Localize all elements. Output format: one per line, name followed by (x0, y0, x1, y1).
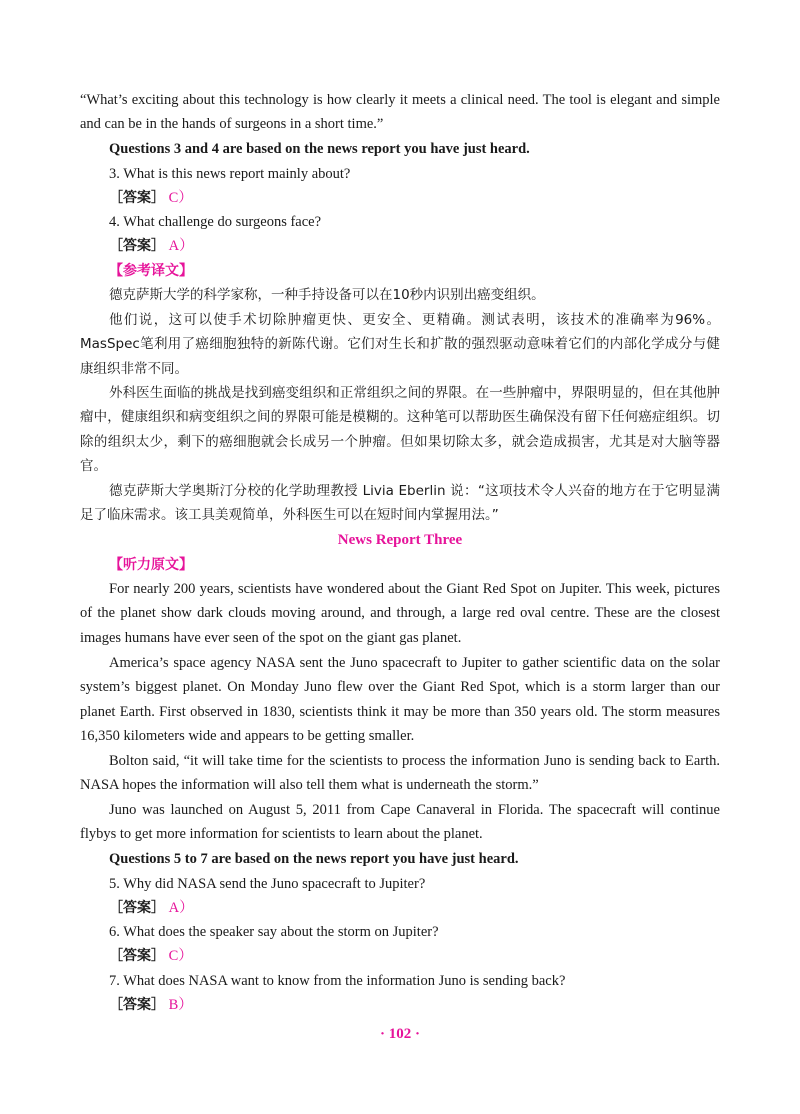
answer-label: ［答案］ (109, 190, 165, 206)
answer-label: ［答案］ (109, 900, 165, 916)
script-paragraph-1: For nearly 200 years, scientists have wondered about the Giant Red Spot on Jupiter. This week, pictures of the planet show dark clouds moving around, and through, a large red oval centre. These are the closest images humans have ever seen of the spot on the giant gas planet. (80, 581, 720, 646)
translation-paragraph-3: 外科医生面临的挑战是找到癌变组织和正常组织之间的界限。在一些肿瘤中，界限明显的，但在其他肿瘤中，健康组织和病变组织之间的界限可能是模糊的。这种笔可以帮助医生确保没有留下任何癌症组织。切除的组织太少，剩下的癌细胞就会长成另一个肿瘤。但如果切除太多，就会造成损害，尤其是对大脑等器官。 (80, 385, 720, 475)
question-7: 7. What does NASA want to know from the information Juno is sending back? (109, 973, 566, 989)
script-paragraph-4: Juno was launched on August 5, 2011 from Cape Canaveral in Florida. The spacecraft will continue flybys to get more information for scientists to learn about the planet. (80, 802, 720, 843)
questions-3-4-heading: Questions 3 and 4 are based on the news report you have just heard. (109, 141, 530, 157)
answer-4-row (109, 234, 194, 258)
question-4: 4. What challenge do surgeons face? (109, 214, 322, 230)
script-paragraph-2: America’s space agency NASA sent the Juno spacecraft to Jupiter to gather scientific data on the solar system’s biggest planet. On Monday Juno flew over the Giant Red Spot, which is a storm larger than our planet Earth. First observed in 1830, scientists think it may be more than 350 years old. The storm measures 16,350 kilometers wide and appears to be getting smaller. (80, 655, 720, 745)
question-3: 3. What is this news report mainly about? (109, 166, 351, 182)
page-number: · 102 · (379, 1026, 420, 1042)
quote-paragraph: “What’s exciting about this technology is how clearly it meets a clinical need. The tool is elegant and simple and can be in the hands of surgeons in a short time.” (80, 92, 720, 133)
answer-7-row (109, 993, 193, 1017)
questions-5-7-heading: Questions 5 to 7 are based on the news report you have just heard. (109, 851, 519, 867)
translation-paragraph-2: 他们说，这可以使手术切除肿瘤更快、更安全、更精确。测试表明，该技术的准确率为96%。MasSpec笔利用了癌细胞独特的新陈代谢。它们对生长和扩散的强烈驱动意味着它们的内部化学成分与健康组织非常不同。 (80, 312, 720, 377)
answer-7-value: B） (168, 997, 193, 1013)
answer-5-value: A） (168, 900, 194, 916)
question-6: 6. What does the speaker say about the storm on Jupiter? (109, 924, 439, 940)
answer-label: ［答案］ (109, 997, 165, 1013)
answer-5-row (109, 896, 194, 920)
answer-3-row (109, 186, 193, 210)
script-paragraph-3: Bolton said, “it will take time for the scientists to process the information Juno is sending back to Earth. NASA hopes the information will also tell them what is underneath the storm.” (80, 753, 720, 794)
answer-label: ［答案］ (109, 948, 165, 964)
translation-paragraph-1: 德克萨斯大学的科学家称，一种手持设备可以在10秒内识别出癌变组织。 (109, 287, 545, 303)
translation-paragraph-4: 德克萨斯大学奥斯汀分校的化学助理教授 Livia Eberlin 说：“这项技术令人兴奋的地方在于它明显满足了临床需求。该工具美观简单，外科医生可以在短时间内掌握用法。” (80, 483, 720, 524)
answer-3-value: C） (168, 190, 193, 206)
answer-4-value: A） (168, 238, 194, 254)
listening-label: 【听力原文】 (109, 557, 193, 573)
answer-6-value: C） (168, 948, 193, 964)
question-5: 5. Why did NASA send the Juno spacecraft to Jupiter? (109, 876, 426, 892)
answer-6-row (109, 944, 193, 968)
answer-label: ［答案］ (109, 238, 165, 254)
section-title: News Report Three (337, 532, 463, 548)
translation-label: 【参考译文】 (109, 263, 193, 279)
